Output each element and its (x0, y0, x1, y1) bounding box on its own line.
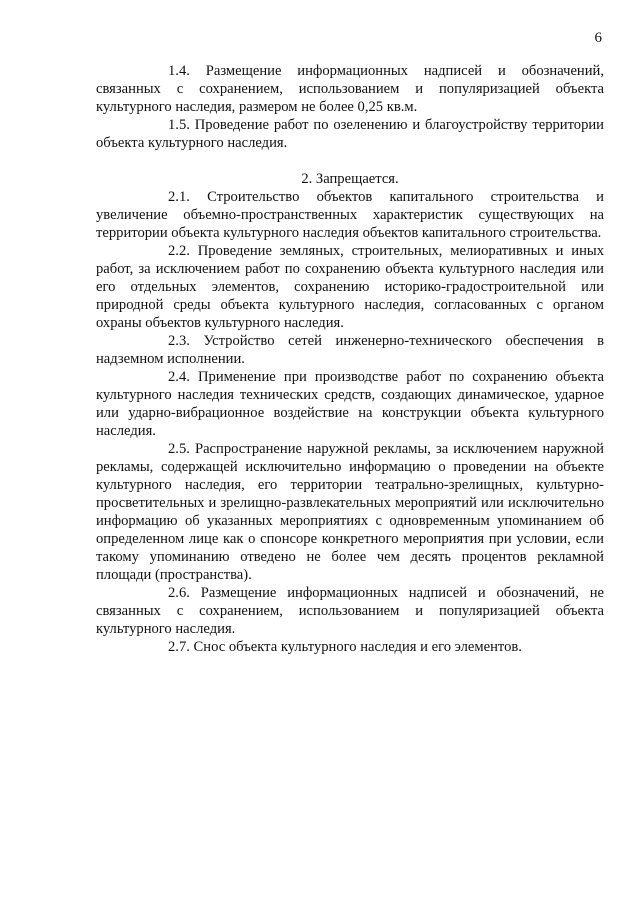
item-text: Размещение информационных надписей и обозначений, не связанных с сохранением, использованием и популяризацией объекта культурного наследия. (96, 585, 604, 637)
item-text: Проведение работ по озеленению и благоустройству территории объекта культурного наследия. (96, 117, 604, 151)
item-text: Размещение информационных надписей и обозначений, связанных с сохранением, использованием и популяризацией объекта культурного наследия, размером не более 0,25 кв.м. (96, 63, 604, 115)
item-text: Распространение наружной рекламы, за исключением наружной рекламы, содержащей исключительно информацию о проведении на объекте культурного наследия, его территории театрально-зрелищных, культурно-просветительных и зрелищно-развлекательных мероприятий или исключительно информацию об указанных мероприятиях с одновременным упоминанием об определенном лице как о спонсоре конкретного мероприятия при условии, если такому упоминанию отведено не более чем десять процентов рекламной площади (пространства). (96, 441, 604, 583)
paragraph-1-4 (96, 62, 604, 116)
item-number: 2.2. (168, 243, 190, 259)
item-number: 2.7. (168, 639, 190, 655)
item-text: Снос объекта культурного наследия и его элементов. (193, 639, 522, 655)
item-text: Строительство объектов капитального строительства и увеличение объемно-пространственных характеристик существующих на территории объекта культурного наследия объектов капитального строительства. (96, 189, 604, 241)
paragraph-2-5 (96, 440, 604, 584)
item-number: 1.5. (168, 117, 190, 133)
paragraph-1-5 (96, 116, 604, 152)
item-number: 2.1. (168, 189, 190, 205)
section-2 (96, 188, 604, 656)
section-1-continued (96, 62, 604, 152)
paragraph-2-2 (96, 242, 604, 332)
item-number: 2.5. (168, 441, 190, 457)
document-body (96, 62, 604, 656)
item-text: Устройство сетей инженерно-технического обеспечения в надземном исполнении. (96, 333, 604, 367)
item-number: 2.3. (168, 333, 190, 349)
paragraph-2-1 (96, 188, 604, 242)
paragraph-2-4 (96, 368, 604, 440)
item-number: 2.4. (168, 369, 190, 385)
page-number: 6 (594, 30, 602, 46)
paragraph-2-7 (96, 638, 604, 656)
item-number: 1.4. (168, 63, 190, 79)
item-text: Применение при производстве работ по сохранению объекта культурного наследия технических средств, создающих динамическое, ударное или ударно-вибрационное воздействие на конструкции объекта культурного наследия. (96, 369, 604, 439)
item-number: 2.6. (168, 585, 190, 601)
paragraph-2-6 (96, 584, 604, 638)
paragraph-2-3 (96, 332, 604, 368)
item-text: Проведение земляных, строительных, мелиоративных и иных работ, за исключением работ по сохранению объекта культурного наследия или его отдельных элементов, сохранению историко-градостроительной или природной среды объекта культурного наследия, согласованных с органом охраны объектов культурного наследия. (96, 243, 604, 331)
section-2-heading: 2. Запрещается. (301, 171, 399, 187)
